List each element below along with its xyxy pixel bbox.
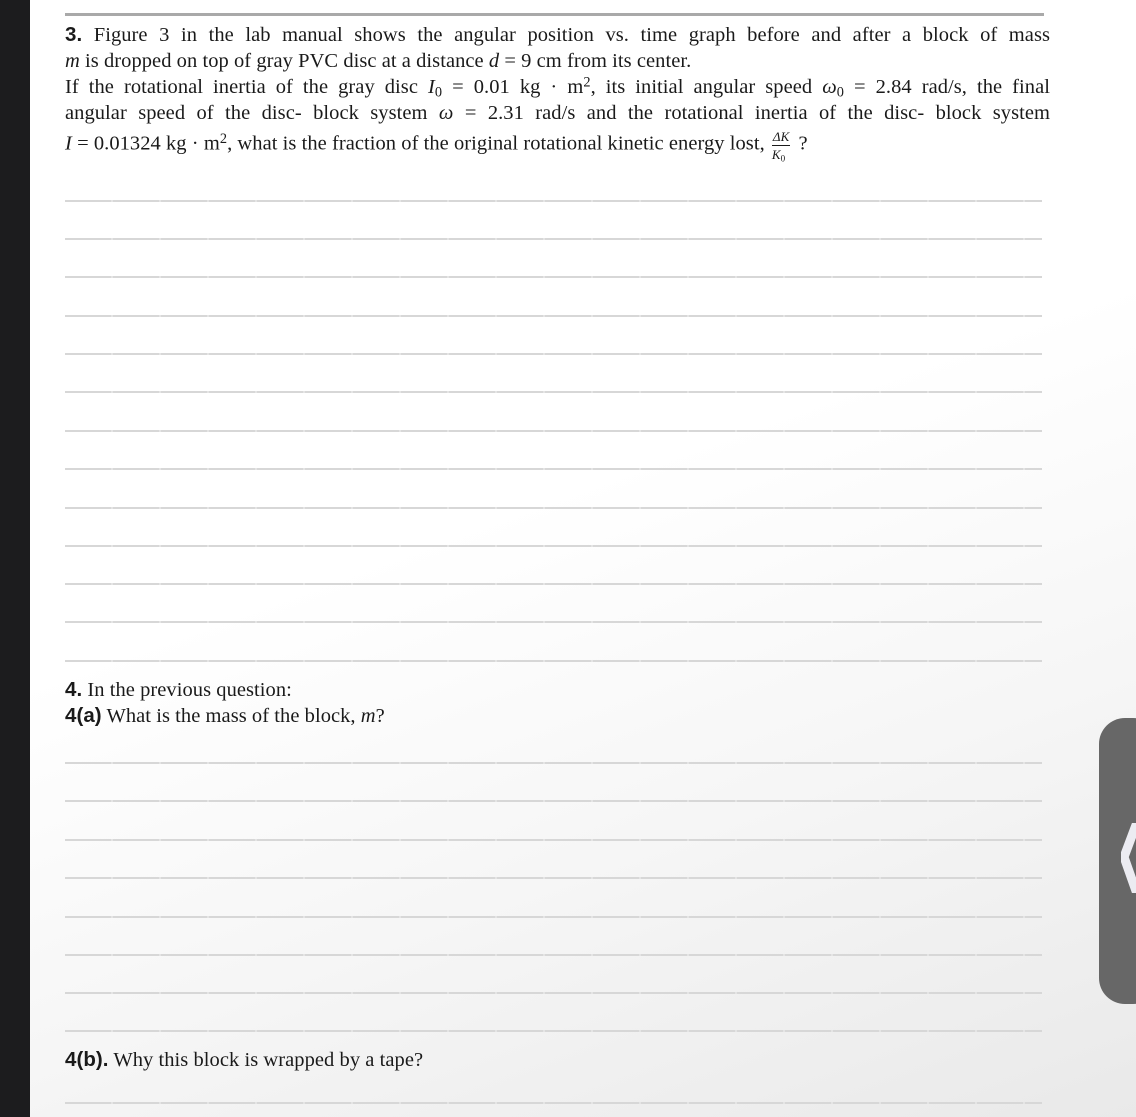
q3-line-5: I = 0.01324 kg · $m^2$, what is the fraction of the original rotational kinetic energy lost, $\frac{\Delta K}{K_0}$ ? (65, 129, 808, 164)
question-4b (65, 1047, 1050, 1073)
answer-line[interactable] (65, 621, 1042, 623)
q3-line-3: If the rotational inertia of the gray disc $I_0 = 0.01$ kg · $m^2$, its initial angular speed $\omega_0 = 2.84$ rad/s, the final (65, 74, 1050, 101)
q4a-prompt: 4(a) What is the mass of the block, m? (65, 704, 385, 727)
question-4 (65, 677, 1050, 729)
answer-line[interactable] (65, 839, 1042, 841)
answer-line[interactable] (65, 583, 1042, 585)
q4-intro: 4. In the previous question: (65, 678, 292, 701)
answer-line[interactable] (65, 877, 1042, 879)
answer-line[interactable] (65, 800, 1042, 802)
answer-line[interactable] (65, 1030, 1042, 1032)
top-divider (65, 13, 1044, 16)
q4a-number: 4(a) (65, 704, 102, 727)
q3-line-1: 3. Figure 3 in the lab manual shows the angular position vs. time graph before and after a block of mass (65, 23, 1050, 46)
answer-line[interactable] (65, 1102, 1042, 1104)
answer-line[interactable] (65, 276, 1042, 278)
answer-line[interactable] (65, 315, 1042, 317)
answer-line[interactable] (65, 762, 1042, 764)
left-dark-border (0, 0, 30, 1117)
answer-line[interactable] (65, 391, 1042, 393)
answer-line[interactable] (65, 468, 1042, 470)
q3-line-2: m is dropped on top of gray PVC disc at a distance d = 9 cm from its center. (65, 50, 692, 72)
chevron-left-icon[interactable] (1121, 823, 1136, 893)
answer-line[interactable] (65, 238, 1042, 240)
answer-line[interactable] (65, 430, 1042, 432)
q4b-prompt: 4(b). Why this block is wrapped by a tape? (65, 1048, 424, 1071)
answer-line[interactable] (65, 545, 1042, 547)
answer-line[interactable] (65, 916, 1042, 918)
q3-line-4: angular speed of the disc- block system ω = 2.31 rad/s and the rotational inertia of the disc- block system (65, 102, 1051, 124)
q4-number: 4. (65, 678, 83, 701)
q4b-number: 4(b). (65, 1048, 109, 1071)
answer-line[interactable] (65, 992, 1042, 994)
answer-line[interactable] (65, 507, 1042, 509)
energy-fraction: $\frac{\Delta K}{K_0}$ (771, 129, 790, 164)
answer-line[interactable] (65, 200, 1042, 202)
q3-number: 3. (65, 23, 83, 46)
worksheet-page (30, 0, 1136, 1117)
answer-line[interactable] (65, 660, 1042, 662)
answer-line[interactable] (65, 353, 1042, 355)
answer-line[interactable] (65, 954, 1042, 956)
question-3 (65, 22, 1050, 162)
